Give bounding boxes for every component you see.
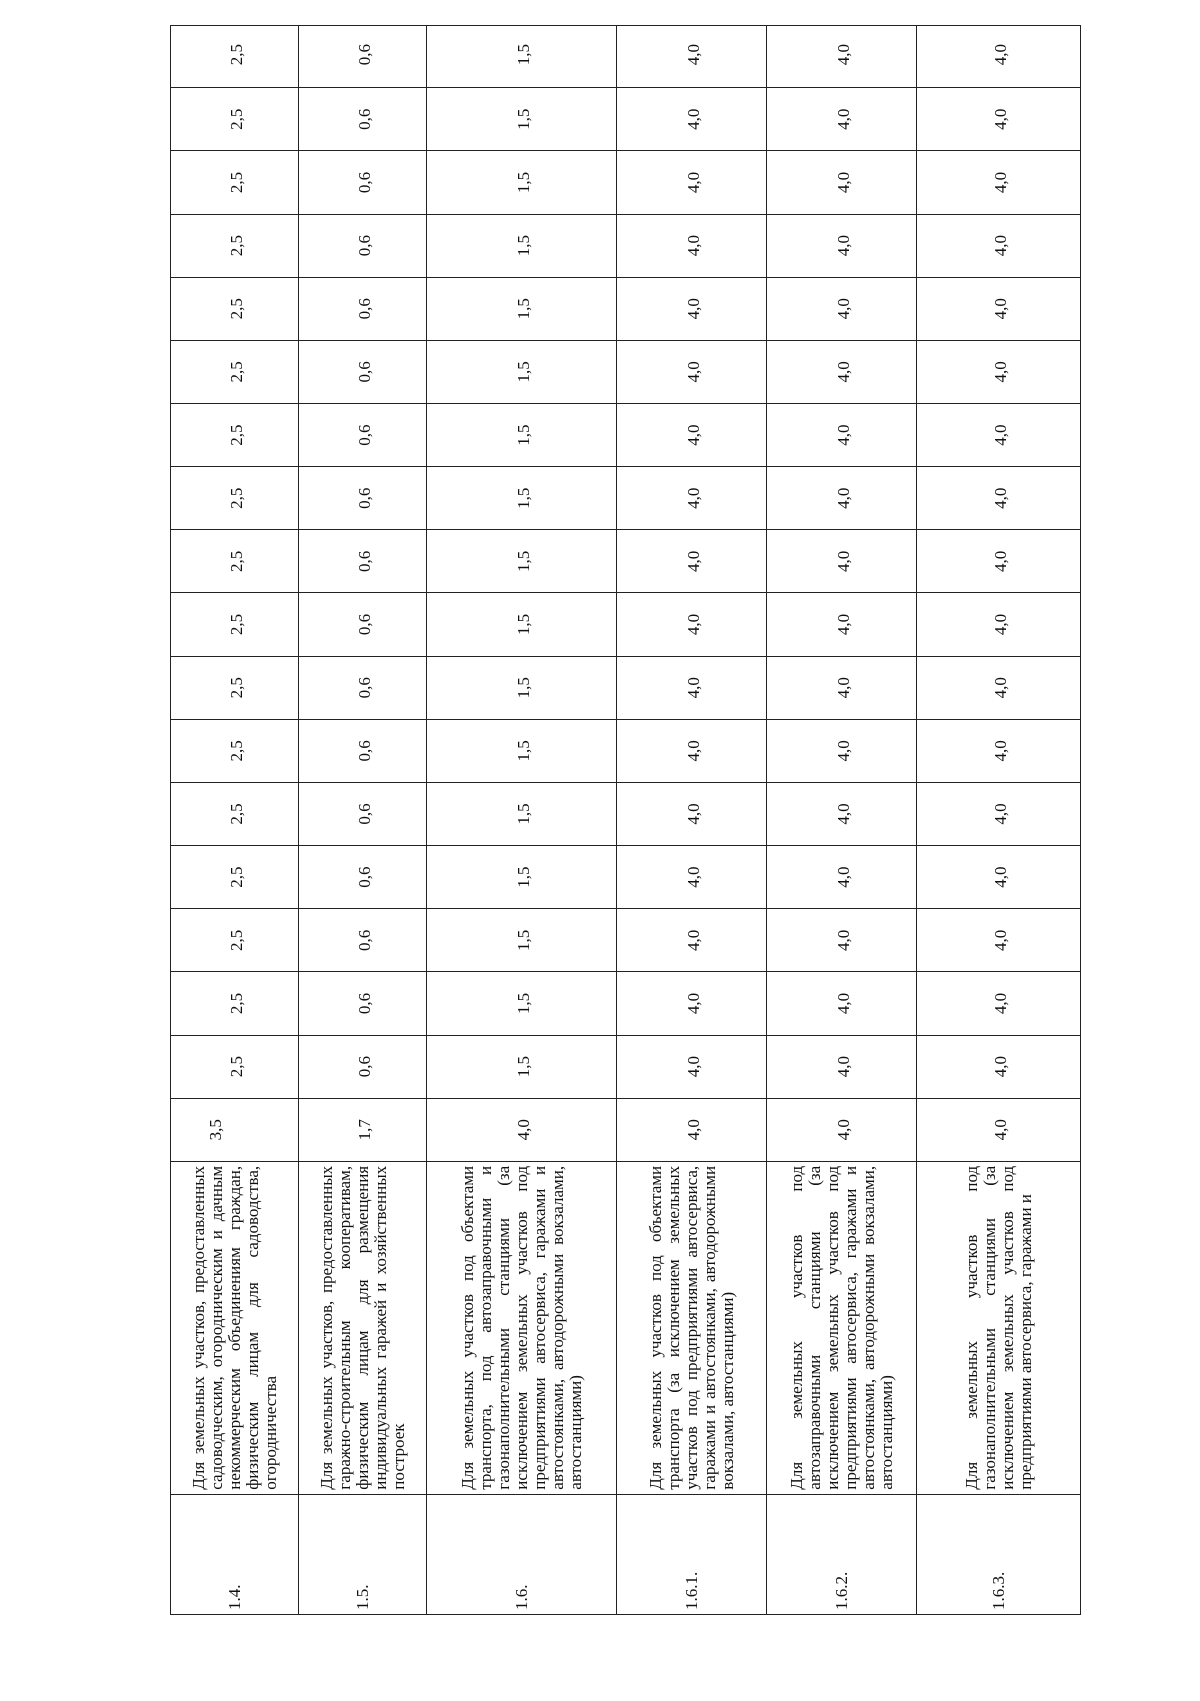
land-category-description: Для земельных участков под объектами транспорта (за исключением земельных участков под предприятиями автосервиса, гаражами и автостоянками, автодорожными вокзалами, автостанциями) [617, 1161, 767, 1494]
rate-value [617, 593, 767, 656]
rate-value-text: 2,5 [226, 740, 246, 762]
land-category-description: Для земельных участков под газонаполнительными станциями (за исключением земельных участков под предприятиями автосервиса, гаражами и [917, 1161, 1081, 1494]
rate-value [427, 846, 617, 909]
rate-value [299, 26, 427, 88]
table-row [767, 26, 917, 1615]
rate-value-text: 0,6 [354, 44, 374, 66]
rate-value [171, 88, 299, 151]
rate-value [917, 656, 1081, 719]
rate-value [299, 404, 427, 467]
rate-value [917, 26, 1081, 88]
rate-value-text: 4,0 [990, 803, 1010, 825]
rate-value [917, 972, 1081, 1035]
rate-value [427, 214, 617, 277]
rate-value-text: 0,6 [354, 992, 374, 1015]
rate-value [767, 782, 917, 845]
rate-value-first [917, 1098, 1081, 1161]
rate-value-text: 2,5 [226, 487, 246, 509]
rate-value-text: 4,0 [833, 234, 853, 257]
rate-value-text: 2,5 [226, 108, 246, 130]
rate-value [617, 656, 767, 719]
rate-value [917, 151, 1081, 214]
rate-value-first [299, 1098, 427, 1161]
rate-value-text: 1,5 [513, 361, 533, 383]
rate-value-text: 4,0 [833, 613, 853, 636]
rate-value [171, 151, 299, 214]
rate-value [617, 530, 767, 593]
rate-value-text: 2,5 [226, 298, 246, 320]
land-category-description: Для земельных участков под объектами транспорта, под автозаправочными и газонаполнительными станциями (за исключением земельных участков под предприятиями автосервиса, гаражами и автостоянками, автодорожными вокзалами, автостанциями) [427, 1161, 617, 1494]
rate-value-text: 4,0 [683, 866, 703, 888]
rate-value [617, 340, 767, 403]
rate-value [171, 909, 299, 972]
rate-value-text: 4,0 [683, 487, 703, 509]
rate-value-text: 0,6 [354, 424, 374, 446]
rate-value [617, 467, 767, 530]
rate-value-text: 4,0 [833, 298, 853, 320]
rate-value-text: 1,7 [354, 1119, 374, 1141]
rate-value-text: 1,5 [513, 171, 533, 194]
rate-value [767, 530, 917, 593]
rate-value [299, 593, 427, 656]
rate-value [917, 909, 1081, 972]
rate-value [427, 972, 617, 1035]
rate-value [171, 782, 299, 845]
rate-value-text: 2,5 [226, 677, 246, 699]
table-row [917, 26, 1081, 1615]
rate-value-text: 2,5 [226, 550, 246, 573]
rate-value [171, 1035, 299, 1098]
rate-value [767, 214, 917, 277]
rate-value-text: 4,0 [833, 677, 853, 699]
rate-value-text: 1,5 [513, 613, 533, 636]
rate-value [427, 1035, 617, 1098]
rate-value [427, 26, 617, 88]
rate-value-text: 4,0 [683, 424, 703, 446]
rate-value [917, 530, 1081, 593]
rate-value [917, 467, 1081, 530]
rate-value [767, 277, 917, 340]
rate-value-text: 4,0 [833, 803, 853, 825]
rate-value [767, 656, 917, 719]
rate-value [299, 1035, 427, 1098]
rate-value-text: 1,5 [513, 487, 533, 509]
rate-value [767, 340, 917, 403]
rate-value-text: 0,6 [354, 613, 374, 636]
rate-value [171, 593, 299, 656]
rate-value-text: 1,5 [513, 234, 533, 257]
rate-value-text: 2,5 [226, 424, 246, 446]
rate-value-text: 4,0 [990, 424, 1010, 446]
rate-value [171, 530, 299, 593]
rate-value-text: 4,0 [990, 171, 1010, 194]
rate-value [299, 530, 427, 593]
rate-value [427, 782, 617, 845]
rate-value-text: 4,0 [833, 424, 853, 446]
rate-value [299, 88, 427, 151]
rate-value [299, 340, 427, 403]
rate-value [617, 26, 767, 88]
rate-value [299, 467, 427, 530]
rate-value [767, 909, 917, 972]
rate-value-text: 4,0 [683, 550, 703, 573]
rate-value [767, 846, 917, 909]
rate-value-text: 4,0 [683, 1119, 703, 1141]
rate-value-text: 4,0 [833, 1119, 853, 1141]
rate-value-text: 0,6 [354, 866, 374, 888]
rate-value-text: 1,5 [513, 740, 533, 762]
rate-value-text: 0,6 [354, 108, 374, 130]
rate-value-text: 4,0 [990, 487, 1010, 509]
rate-value-text: 4,0 [683, 361, 703, 383]
rate-value [767, 151, 917, 214]
rate-value-text: 0,6 [354, 550, 374, 573]
rate-value-text: 0,6 [354, 234, 374, 257]
rate-value-text: 1,5 [513, 803, 533, 825]
rate-value-text: 0,6 [354, 677, 374, 699]
rate-value [171, 972, 299, 1035]
rate-value-text: 0,6 [354, 929, 374, 951]
rate-value-text: 4,0 [683, 298, 703, 320]
rate-value [299, 719, 427, 782]
rates-table [170, 25, 1081, 1615]
rate-value [299, 782, 427, 845]
rate-value [427, 151, 617, 214]
rate-value-text: 0,6 [354, 298, 374, 320]
rate-value-text: 1,5 [513, 866, 533, 888]
row-number: 1.6.2. [767, 1494, 917, 1614]
rate-value-text: 4,0 [990, 550, 1010, 573]
rate-value [427, 530, 617, 593]
rate-value [617, 719, 767, 782]
rate-value-text: 4,0 [683, 677, 703, 699]
rate-value-text: 4,0 [833, 44, 853, 66]
rate-value [427, 277, 617, 340]
table-row [171, 26, 299, 1615]
rate-value [767, 593, 917, 656]
rate-value [617, 846, 767, 909]
rate-value-text: 4,0 [683, 171, 703, 194]
rate-value [917, 340, 1081, 403]
rate-value [299, 656, 427, 719]
rate-value [767, 88, 917, 151]
rate-value [427, 593, 617, 656]
rate-value [171, 719, 299, 782]
rate-value-text: 0,6 [354, 487, 374, 509]
rate-value [171, 214, 299, 277]
rate-value-text: 2,5 [226, 234, 246, 257]
rate-value-text: 4,0 [683, 929, 703, 951]
rate-value [427, 719, 617, 782]
rate-value-text: 4,0 [683, 44, 703, 66]
rate-value [171, 277, 299, 340]
table-row [299, 26, 427, 1615]
table-row [427, 26, 617, 1615]
rate-value [427, 88, 617, 151]
rate-value-text: 4,0 [990, 361, 1010, 383]
rate-value-text: 4,0 [990, 44, 1010, 66]
rate-value-text: 4,0 [833, 992, 853, 1015]
rate-value-text: 2,5 [226, 171, 246, 194]
rate-value-text: 0,6 [354, 1056, 374, 1078]
rate-value [617, 782, 767, 845]
rate-value-text: 2,5 [226, 361, 246, 383]
rate-value [617, 277, 767, 340]
rate-value [427, 909, 617, 972]
rate-value [917, 593, 1081, 656]
rate-value [299, 277, 427, 340]
rate-value-text: 1,5 [513, 550, 533, 573]
rate-value-first [617, 1098, 767, 1161]
rate-value-text: 1,5 [513, 1056, 533, 1078]
rate-value [767, 719, 917, 782]
rate-value [767, 972, 917, 1035]
rate-value [299, 151, 427, 214]
rate-value-text: 4,0 [833, 1056, 853, 1078]
rate-value-text: 4,0 [833, 740, 853, 762]
rate-value-text: 4,0 [683, 803, 703, 825]
rate-value [171, 404, 299, 467]
rate-value-text: 0,6 [354, 171, 374, 194]
rate-value-text: 2,5 [226, 866, 246, 888]
rate-value [299, 846, 427, 909]
land-category-description: Для земельных участков, предоставленных садоводческим, огородническим и дачным некоммерческим объединениям граждан, физическим лицам для садоводства, огородничества [171, 1161, 299, 1494]
rate-value-text: 2,5 [226, 44, 246, 66]
rate-value-text: 4,0 [990, 1056, 1010, 1078]
rate-value [427, 467, 617, 530]
rate-value [617, 1035, 767, 1098]
rate-value [917, 719, 1081, 782]
rate-value [617, 214, 767, 277]
rate-value-first [767, 1098, 917, 1161]
rate-value-text: 4,0 [833, 550, 853, 573]
table-row [617, 26, 767, 1615]
rate-value [617, 972, 767, 1035]
row-number: 1.6. [427, 1494, 617, 1614]
rate-value [171, 26, 299, 88]
rate-value-text: 4,0 [990, 929, 1010, 951]
land-category-description: Для земельных участков, предоставленных гаражно-строительным кооперативам, физическим лицам для размещения индивидуальных гаражей и хозяйственных построек [299, 1161, 427, 1494]
rate-value-text: 1,5 [513, 298, 533, 320]
rate-value [299, 972, 427, 1035]
rate-value-text: 4,0 [990, 108, 1010, 130]
rate-value-text: 4,0 [990, 234, 1010, 257]
rate-value-text: 4,0 [833, 171, 853, 194]
rate-value [767, 1035, 917, 1098]
rate-value-text: 4,0 [990, 866, 1010, 888]
rate-value-text: 4,0 [833, 108, 853, 130]
rate-value-text: 4,0 [833, 361, 853, 383]
rate-value-text: 4,0 [990, 992, 1010, 1015]
rate-value [917, 782, 1081, 845]
rate-value-text: 4,0 [990, 613, 1010, 636]
rate-value-text: 1,5 [513, 677, 533, 699]
rate-value [617, 88, 767, 151]
rate-value-text: 4,0 [683, 740, 703, 762]
rate-value [617, 404, 767, 467]
rate-value-text: 2,5 [226, 613, 246, 636]
rate-value [427, 340, 617, 403]
rate-value-text: 0,6 [354, 740, 374, 762]
row-number: 1.5. [299, 1494, 427, 1614]
rate-value [617, 909, 767, 972]
rate-value [299, 909, 427, 972]
rate-value-text: 4,0 [833, 866, 853, 888]
rate-value-text: 4,0 [833, 487, 853, 509]
rate-value-first [171, 1098, 299, 1161]
rate-value [299, 214, 427, 277]
rate-value-text: 0,6 [354, 803, 374, 825]
rate-value-text: 4,0 [683, 1056, 703, 1078]
rate-value-text: 4,0 [683, 234, 703, 257]
rate-value [767, 404, 917, 467]
rate-value-text: 2,5 [226, 929, 246, 951]
rate-value-text: 1,5 [513, 108, 533, 130]
rate-value-first [427, 1098, 617, 1161]
rate-value [917, 88, 1081, 151]
rate-value [171, 846, 299, 909]
row-number: 1.4. [171, 1494, 299, 1614]
rate-value-text: 0,6 [354, 361, 374, 383]
rate-value-text: 4,0 [683, 613, 703, 636]
rate-value [917, 214, 1081, 277]
rate-value-text: 4,0 [683, 108, 703, 130]
rate-value [917, 404, 1081, 467]
rate-value-text: 4,0 [513, 1119, 533, 1141]
rate-value [427, 404, 617, 467]
rate-value-text: 4,0 [833, 929, 853, 951]
rotated-page [170, 25, 1080, 1615]
rate-value [917, 1035, 1081, 1098]
rate-value-text: 2,5 [226, 803, 246, 825]
rate-value-text: 1,5 [513, 929, 533, 951]
rate-value-text: 3,5 [206, 1119, 225, 1141]
row-number: 1.6.1. [617, 1494, 767, 1614]
rate-value-text: 2,5 [226, 1056, 246, 1078]
rate-value [427, 656, 617, 719]
rate-value [617, 151, 767, 214]
rate-value [917, 846, 1081, 909]
rate-value-text: 4,0 [683, 992, 703, 1015]
row-number: 1.6.3. [917, 1494, 1081, 1614]
rate-value [171, 467, 299, 530]
rate-value-text: 4,0 [990, 740, 1010, 762]
rate-value [917, 277, 1081, 340]
rate-value-text: 4,0 [990, 1119, 1010, 1141]
rate-value [767, 467, 917, 530]
rate-value-text: 2,5 [226, 992, 246, 1015]
rate-value [171, 656, 299, 719]
rate-value [171, 340, 299, 403]
rate-value-text: 4,0 [990, 677, 1010, 699]
rate-value-text: 1,5 [513, 992, 533, 1015]
rate-value-text: 4,0 [990, 298, 1010, 320]
land-category-description: Для земельных участков под автозаправочными станциями (за исключением земельных участков под предприятиями автосервиса, гаражами и автостоянками, автодорожными вокзалами, автостанциями) [767, 1161, 917, 1494]
rate-value-text: 1,5 [513, 424, 533, 446]
rate-value-text: 1,5 [513, 44, 533, 66]
rate-value [767, 26, 917, 88]
